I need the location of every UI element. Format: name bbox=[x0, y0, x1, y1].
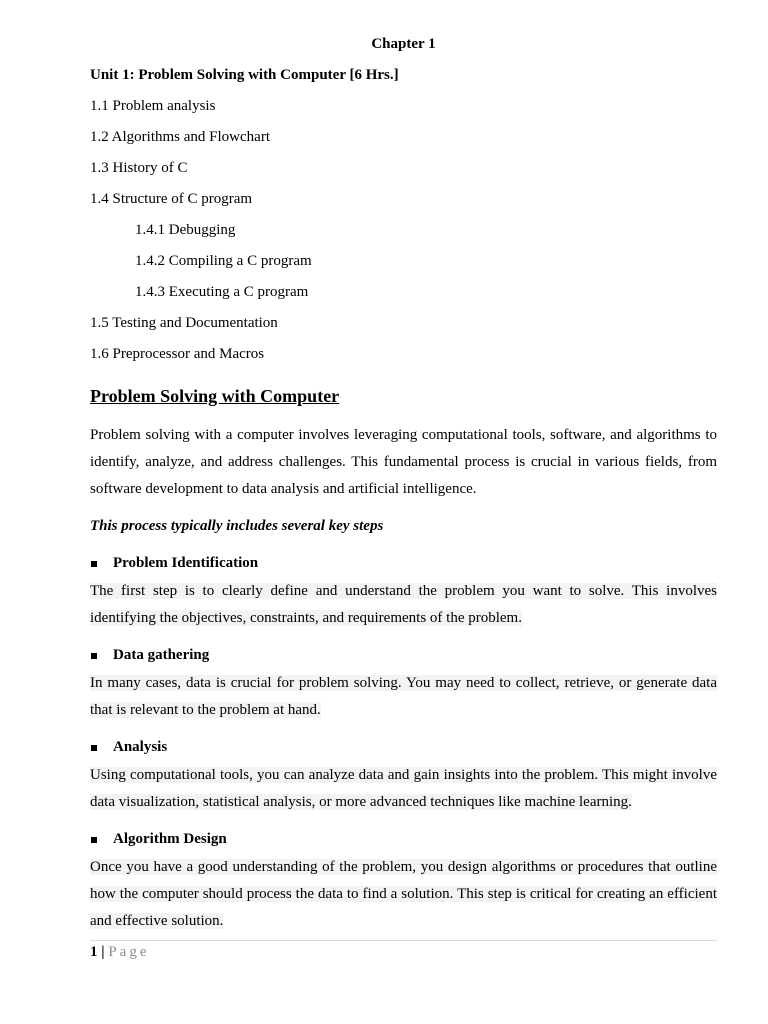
step-body bbox=[90, 854, 717, 935]
step-title bbox=[90, 734, 717, 761]
step-body-text: Using computational tools, you can analyze data and gain insights into the problem. This might involve data visualization, statistical analysis, or more advanced techniques like machine learning. bbox=[90, 767, 717, 810]
square-bullet-icon bbox=[91, 653, 97, 659]
page-number: 1 bbox=[90, 944, 98, 960]
step-title bbox=[90, 550, 717, 577]
toc-item: 1.6 Preprocessor and Macros bbox=[90, 346, 265, 362]
toc-item: 1.5 Testing and Documentation bbox=[90, 315, 278, 331]
square-bullet-icon bbox=[91, 745, 97, 751]
step-body-text: Once you have a good understanding of the problem, you design algorithms or procedures that outline how the computer should process the data to find a solution. This step is critical for creating an efficient and effective solution. bbox=[90, 859, 717, 929]
step-body bbox=[90, 578, 717, 632]
unit-title: Unit 1: Problem Solving with Computer [6 Hrs.] bbox=[90, 67, 399, 83]
toc-item: 1.2 Algorithms and Flowchart bbox=[90, 129, 270, 145]
toc-subitem: 1.4.3 Executing a C program bbox=[135, 284, 309, 300]
page-separator: | bbox=[101, 944, 105, 960]
step-title bbox=[90, 642, 717, 669]
page-content bbox=[90, 30, 717, 935]
step-title-text: Data gathering bbox=[113, 647, 210, 663]
toc-subitem: 1.4.2 Compiling a C program bbox=[135, 253, 312, 269]
intro-paragraph: Problem solving with a computer involves leveraging computational tools, software, and algorithms to identify, analyze, and address challenges. This fundamental process is crucial in various fields, from software development to data analysis and artificial intelligence. bbox=[90, 427, 717, 497]
chapter-title: Chapter 1 bbox=[371, 36, 436, 52]
page-footer bbox=[90, 940, 717, 962]
section-heading: Problem Solving with Computer bbox=[90, 386, 340, 406]
step-body-text: In many cases, data is crucial for problem solving. You may need to collect, retrieve, or generate data that is relevant to the problem at hand. bbox=[90, 675, 717, 718]
table-of-contents bbox=[90, 92, 717, 368]
toc-subitem: 1.4.1 Debugging bbox=[135, 222, 236, 238]
step-title-text: Analysis bbox=[113, 739, 168, 755]
toc-item: 1.4 Structure of C program bbox=[90, 191, 253, 207]
step-body-text: The first step is to clearly define and understand the problem you want to solve. This involves identifying the objectives, constraints, and requirements of the problem. bbox=[90, 583, 717, 626]
step-title-text: Algorithm Design bbox=[113, 831, 227, 847]
square-bullet-icon bbox=[91, 561, 97, 567]
toc-item: 1.1 Problem analysis bbox=[90, 98, 216, 114]
steps-intro: This process typically includes several key steps bbox=[90, 518, 384, 534]
square-bullet-icon bbox=[91, 837, 97, 843]
step-body bbox=[90, 762, 717, 816]
page-word: Page bbox=[108, 944, 150, 960]
toc-item: 1.3 History of C bbox=[90, 160, 188, 176]
step-title-text: Problem Identification bbox=[113, 555, 259, 571]
step-title bbox=[90, 826, 717, 853]
step-body bbox=[90, 670, 717, 724]
steps-list bbox=[90, 550, 717, 935]
